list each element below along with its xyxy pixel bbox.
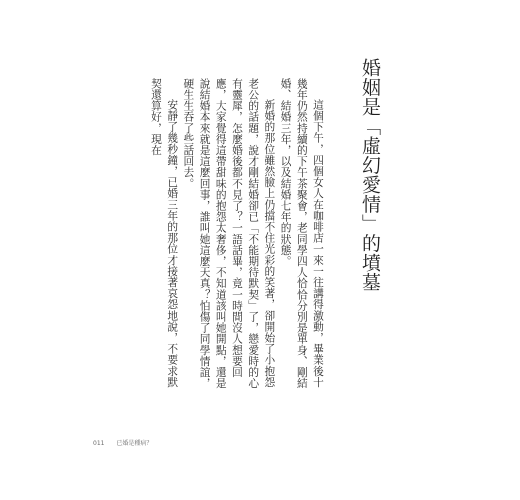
body-text [128, 78, 326, 398]
running-title: 已婚是種病？ [116, 440, 153, 447]
paragraph: 安靜了幾秒鐘，已婚三年的那位才接著哀怨地說，不要求默契還算好，現在 [149, 78, 180, 388]
page-footer [93, 438, 152, 447]
paragraph: 這個下午，四個女人在咖啡店一來一往講得激動，畢業後十幾年仍然持續的下午茶聚會，老同學四人恰恰分別是單身、剛結婚、結婚三年，以及結婚七年的狀態。 [279, 78, 325, 389]
paragraph: 新婚的那位雖然臉上仍擋不住光彩的笑著，卻開始了小抱怨老公的話題，說才剛結婚卻已「不能期待默契」了，戀愛時的心有靈犀，怎麼婚後都不見了？一語話畢，竟一時間沒人想要回應，大家覺得這帶甜味的抱怨太奢侈，不知道該叫她開點，還是說結婚本來就是這麼回事，誰叫她這麼天真？怕傷了同學情誼，硬生生吞了些話回去。 [182, 78, 277, 389]
page-number: 011 [93, 440, 105, 447]
chapter-title: 婚姻是「虛幻愛情」的墳墓 [359, 58, 381, 292]
